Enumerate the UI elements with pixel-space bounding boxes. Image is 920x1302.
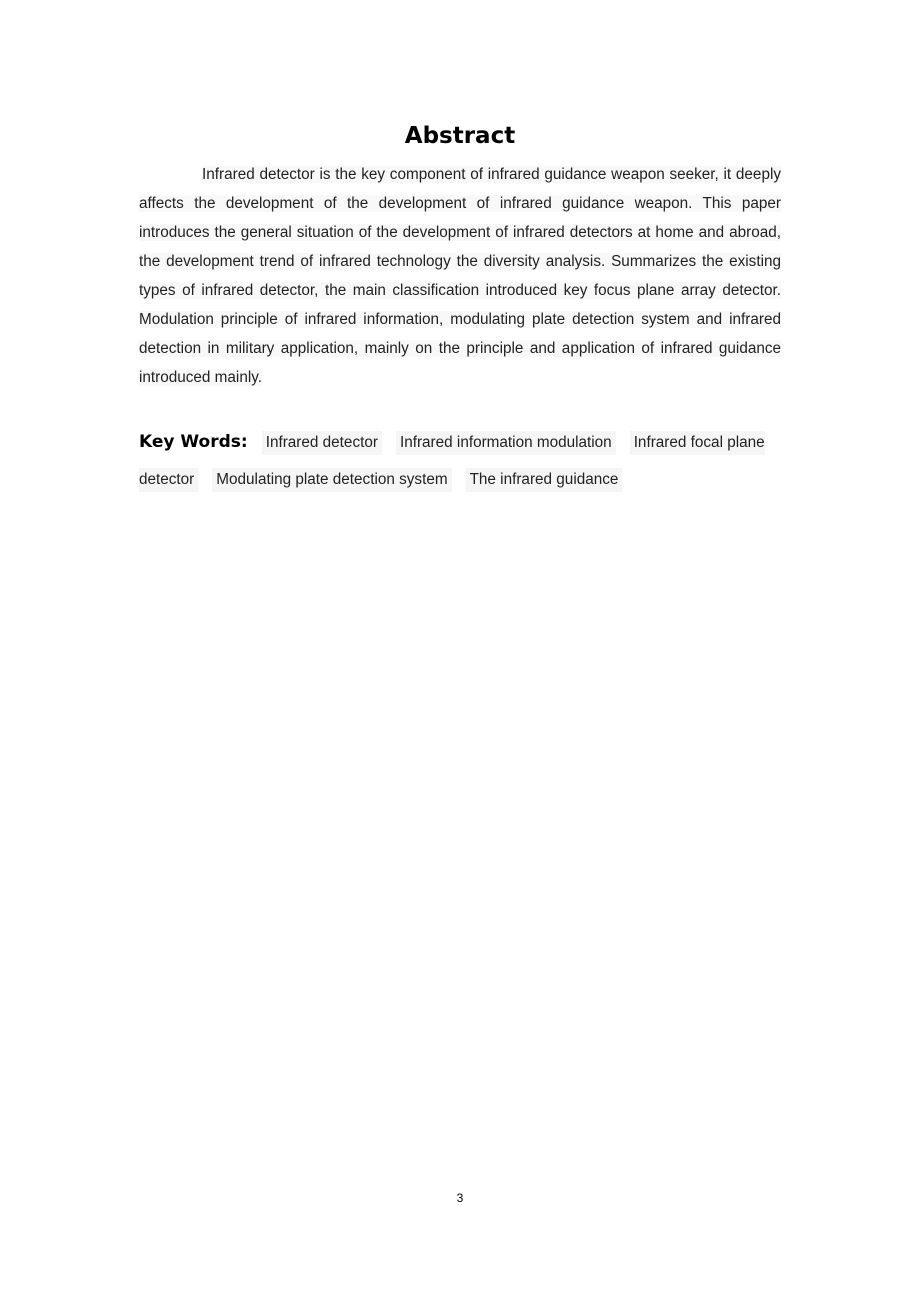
keywords-section <box>139 424 785 498</box>
abstract-title: Abstract <box>404 123 516 149</box>
keyword-item: The infrared guidance <box>466 468 623 492</box>
page-number: 3 <box>456 1191 464 1205</box>
keyword-item: Modulating plate detection system <box>212 468 451 492</box>
abstract-text: Infrared detector is the key component of infrared guidance weapon seeker, it deeply affects the development of the development of infrared guidance weapon. This paper introduces the general situation of the development of infrared detectors at home and abroad, the development trend of infrared technology the diversity analysis. Summarizes the existing types of infrared detector, the main classification introduced key focus plane array detector. Modulation principle of infrared information, modulating plate detection system and infrared detection in military application, mainly on the principle and application of infrared guidance introduced mainly. <box>139 166 781 386</box>
abstract-paragraph <box>139 160 781 392</box>
keyword-item: Infrared detector <box>262 431 382 455</box>
keyword-item: Infrared information modulation <box>396 431 616 455</box>
keyword-item: Infrared focal plane detector <box>139 431 765 492</box>
keywords-label: Key Words: <box>139 432 248 452</box>
